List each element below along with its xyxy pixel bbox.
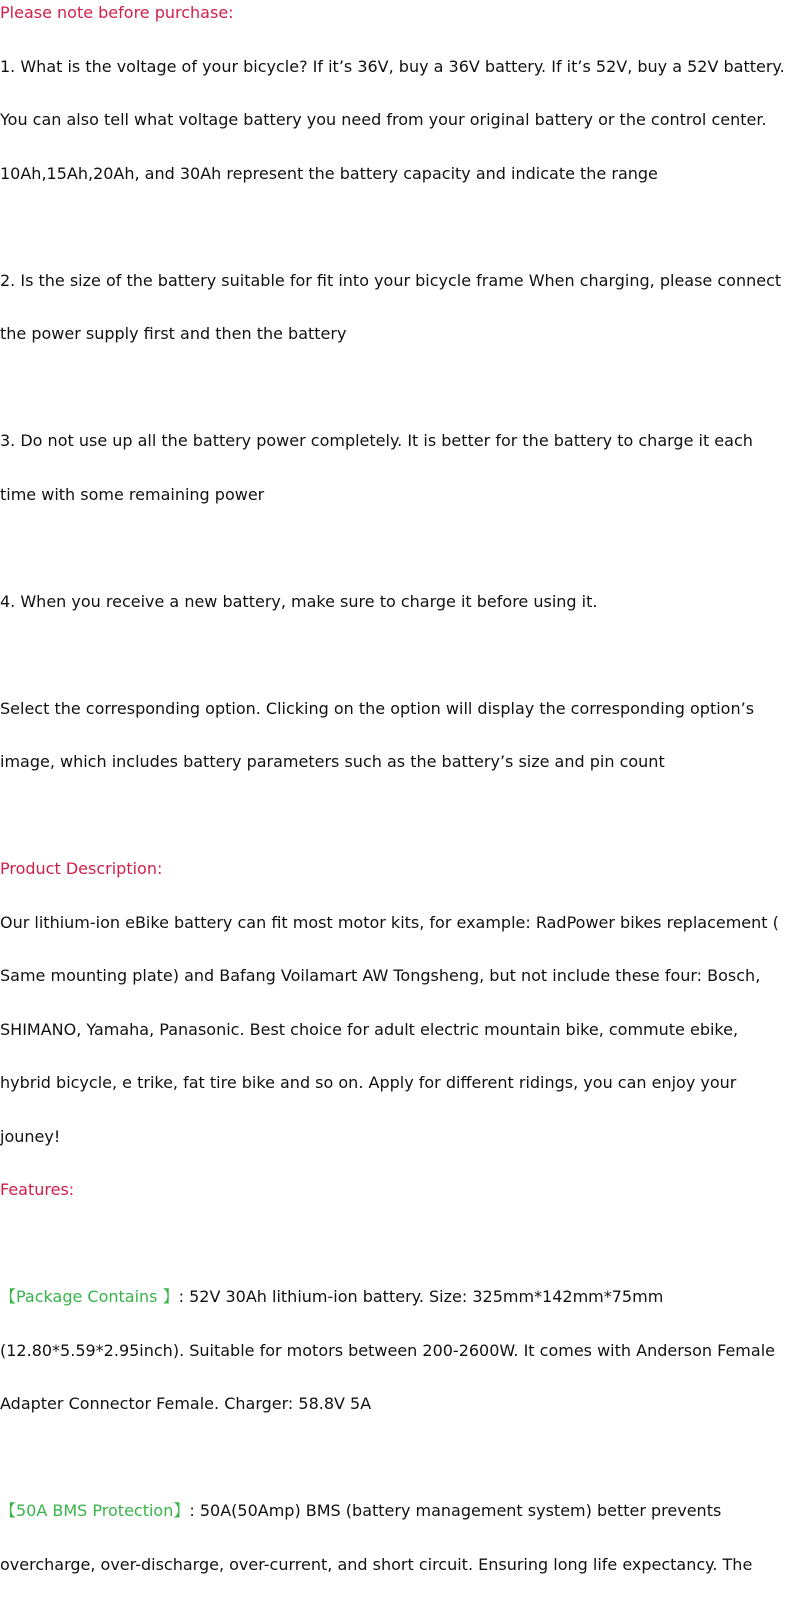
spacer	[0, 628, 800, 682]
bms-protection-line-2: overcharge, over-discharge, over-current, and short circuit. Ensuring long life expectancy. The	[0, 1554, 753, 1574]
description-line-5: jouney!	[0, 1126, 61, 1146]
product-description-heading: Product Description:	[0, 859, 163, 878]
bms-protection-text: : 50A(50Amp) BMS (battery management system) better prevents	[189, 1501, 722, 1520]
note-1-line-3: 10Ah,15Ah,20Ah, and 30Ah represent the battery capacity and indicate the range	[0, 163, 658, 183]
note-1-line-1: 1. What is the voltage of your bicycle? If it’s 36V, buy a 36V battery. If it’s 52V, buy a 52V battery.	[0, 56, 785, 76]
package-contains-line-2: (12.80*5.59*2.95inch). Suitable for motors between 200-2600W. It comes with Anderson Female	[0, 1340, 775, 1360]
package-contains-text: : 52V 30Ah lithium-ion battery. Size: 325mm*142mm*75mm	[178, 1287, 664, 1306]
package-contains-label: 【Package Contains 】	[0, 1287, 179, 1306]
spacer	[0, 789, 800, 843]
spacer	[0, 521, 800, 575]
bms-protection-label: 【50A BMS Protection】	[0, 1501, 190, 1520]
spacer	[0, 361, 800, 415]
package-contains-line-3: Adapter Connector Female. Charger: 58.8V 5A	[0, 1394, 372, 1413]
note-2-line-2: the power supply first and then the battery	[0, 324, 347, 343]
note-1-line-2: You can also tell what voltage battery you need from your original battery or the control center.	[0, 110, 767, 129]
spacer	[0, 1217, 800, 1271]
description-line-3: SHIMANO, Yamaha, Panasonic. Best choice for adult electric mountain bike, commute ebike,	[0, 1019, 739, 1039]
note-4-line-1: 4. When you receive a new battery, make sure to charge it before using it.	[0, 591, 598, 611]
note-3-line-2: time with some remaining power	[0, 484, 265, 504]
bms-protection-line-1	[0, 1484, 800, 1538]
package-contains-line-1	[0, 1270, 800, 1324]
description-line-4: hybrid bicycle, e trike, fat tire bike and so on. Apply for different ridings, you can enjoy your	[0, 1073, 737, 1092]
description-line-2: Same mounting plate) and Bafang Voilamart AW Tongsheng, but not include these four: Bosch,	[0, 966, 761, 985]
spacer	[0, 1431, 800, 1485]
select-option-line-1: Select the corresponding option. Clicking on the option will display the corresponding option’s	[0, 698, 755, 718]
note-2-line-1: 2. Is the size of the battery suitable for fit into your bicycle frame When charging, please connect	[0, 270, 782, 290]
purchase-notes-heading: Please note before purchase:	[0, 3, 234, 22]
spacer	[0, 200, 800, 254]
features-heading: Features:	[0, 1180, 75, 1199]
select-option-line-2: image, which includes battery parameters such as the battery’s size and pin count	[0, 752, 665, 771]
note-3-line-1: 3. Do not use up all the battery power completely. It is better for the battery to charge it each	[0, 431, 753, 450]
description-line-1: Our lithium-ion eBike battery can fit most motor kits, for example: RadPower bikes replacement (	[0, 912, 779, 932]
